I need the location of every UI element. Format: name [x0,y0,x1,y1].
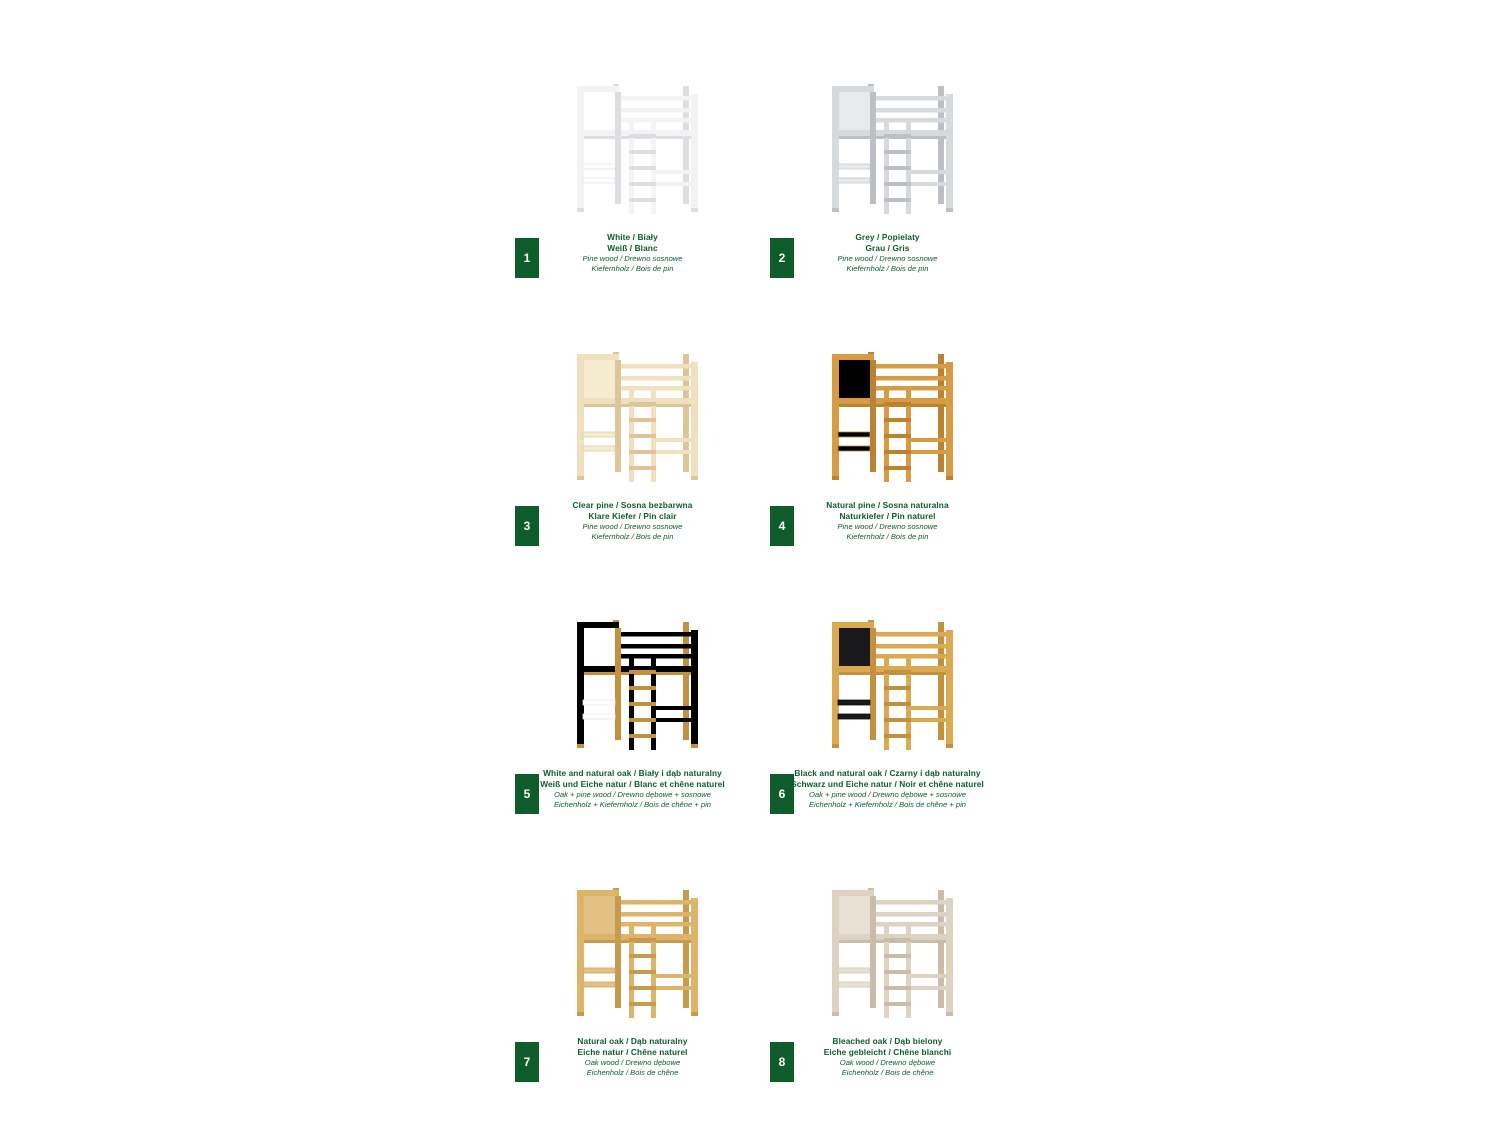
variant-image [505,596,760,766]
variant-cell[interactable] [505,328,760,596]
variant-number-badge: 3 [515,506,539,546]
variant-image [505,864,760,1034]
variant-material-line2: Kiefernholz / Bois de pin [846,263,929,273]
variant-image [505,328,760,498]
variant-cell[interactable] [505,596,760,864]
loft-bed-illustration [555,346,715,491]
variant-material-line1: Oak wood / Drewno dębowe [839,1057,936,1067]
variant-cell[interactable] [760,328,1015,596]
variant-number-badge: 4 [770,506,794,546]
variant-material-line2: Eichenholz + Kiefernholz / Bois de chêne + pin [808,799,967,809]
variant-caption [505,232,760,274]
variant-name-line2: Klare Kiefer / Pin clair [588,510,677,521]
variant-material-line1: Pine wood / Drewno sosnowe [582,253,683,263]
variant-caption [760,768,1015,810]
variant-name-line2: Schwarz und Eiche natur / Noir et chêne naturel [791,778,984,789]
variant-material-line1: Oak wood / Drewno dębowe [584,1057,681,1067]
variant-image [505,60,760,230]
variant-number-badge: 6 [770,774,794,814]
loft-bed-illustration [555,78,715,223]
variant-cell[interactable] [760,864,1015,1132]
variant-material-line1: Pine wood / Drewno sosnowe [582,521,683,531]
variant-caption [760,500,1015,542]
variant-name-line2: Weiß / Blanc [607,242,658,253]
variant-name-line1: White and natural oak / Biały i dąb naturalny [543,768,722,778]
loft-bed-illustration [555,614,715,759]
variants-grid [505,60,1005,1132]
variant-caption [760,232,1015,274]
variant-name-line2: Eiche natur / Chêne naturel [577,1046,688,1057]
variant-caption [760,1036,1015,1078]
variant-caption [505,768,760,810]
variant-image [760,60,1015,230]
variant-material-line2: Eichenholz / Bois de chêne [841,1067,934,1077]
variant-image [760,328,1015,498]
variant-name-line1: Bleached oak / Dąb bielony [832,1036,943,1046]
variant-material-line1: Pine wood / Drewno sosnowe [837,253,938,263]
variant-material-line1: Oak + pine wood / Drewno dębowe + sosnowe [808,789,967,799]
variant-image [760,596,1015,766]
variant-material-line1: Oak + pine wood / Drewno dębowe + sosnowe [553,789,712,799]
variant-number-badge: 5 [515,774,539,814]
variant-name-line2: Eiche gebleicht / Chêne blanchi [823,1046,952,1057]
variant-number-badge: 8 [770,1042,794,1082]
variant-name-line1: Grey / Popielaty [855,232,920,242]
variant-material-line2: Kiefernholz / Bois de pin [846,531,929,541]
variant-material-line2: Eichenholz + Kiefernholz / Bois de chêne + pin [553,799,712,809]
variant-number-badge: 2 [770,238,794,278]
variant-material-line2: Eichenholz / Bois de chêne [586,1067,679,1077]
variant-caption [505,1036,760,1078]
variant-name-line1: Natural pine / Sosna naturalna [826,500,949,510]
variant-cell[interactable] [760,60,1015,328]
variant-name-line2: Naturkiefer / Pin naturel [839,510,936,521]
variant-name-line2: Grau / Gris [865,242,910,253]
variant-material-line1: Pine wood / Drewno sosnowe [837,521,938,531]
variant-number-badge: 1 [515,238,539,278]
variant-image [760,864,1015,1034]
loft-bed-illustration [810,78,970,223]
loft-bed-illustration [810,882,970,1027]
variant-name-line1: Black and natural oak / Czarny i dąb naturalny [794,768,981,778]
variant-cell[interactable] [505,864,760,1132]
variant-caption [505,500,760,542]
loft-bed-illustration [810,346,970,491]
variant-material-line2: Kiefernholz / Bois de pin [591,531,674,541]
variant-name-line1: White / Biały [607,232,658,242]
variant-name-line1: Clear pine / Sosna bezbarwna [572,500,693,510]
loft-bed-illustration [555,882,715,1027]
variant-cell[interactable] [760,596,1015,864]
variant-name-line1: Natural oak / Dąb naturalny [577,1036,688,1046]
variant-material-line2: Kiefernholz / Bois de pin [591,263,674,273]
loft-bed-illustration [810,614,970,759]
variant-cell[interactable] [505,60,760,328]
variant-number-badge: 7 [515,1042,539,1082]
variant-name-line2: Weiß und Eiche natur / Blanc et chêne naturel [540,778,725,789]
